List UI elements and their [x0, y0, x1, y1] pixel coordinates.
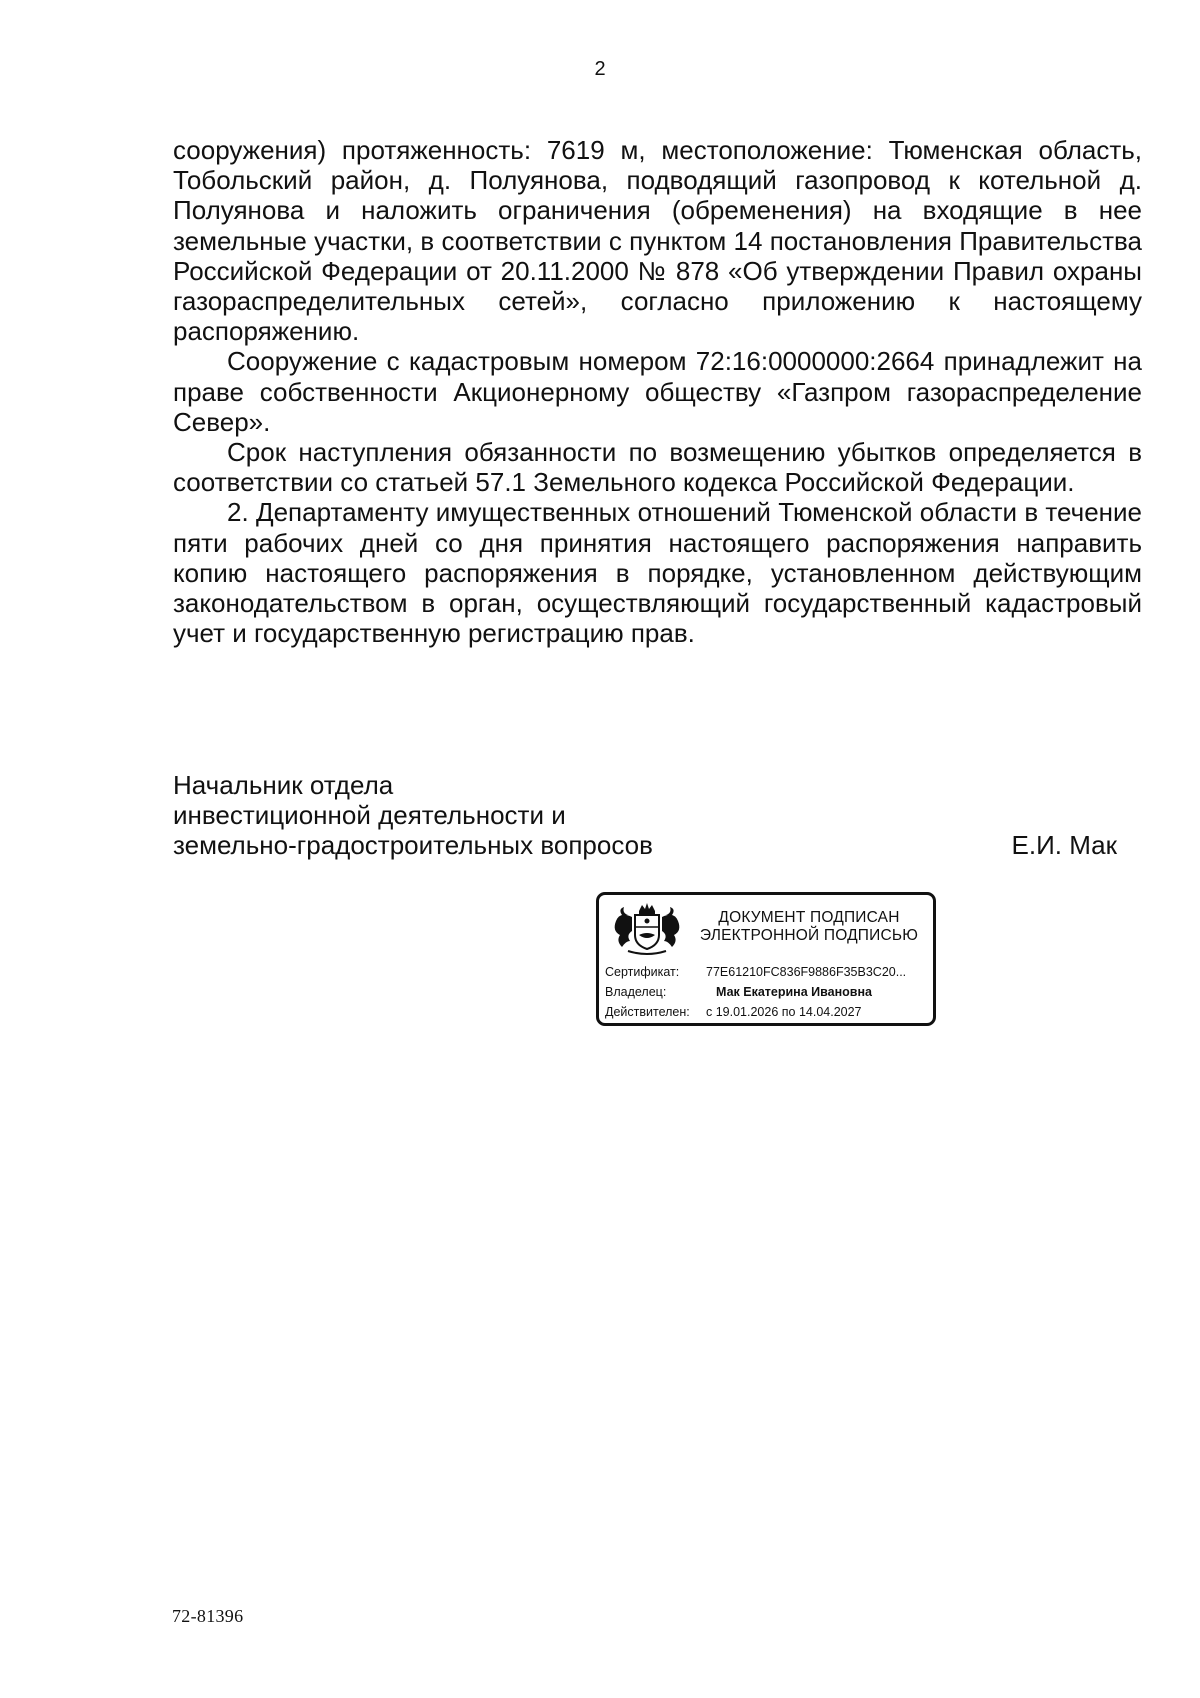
validity-label: Действителен:	[605, 1005, 690, 1019]
stamp-title	[689, 909, 929, 945]
signatory-name: Е.И. Мак	[1011, 830, 1117, 860]
document-number: 72-81396	[172, 1606, 244, 1626]
validity-value: с 19.01.2026 по 14.04.2027	[706, 1005, 862, 1019]
document-body	[173, 135, 1142, 648]
signature-block	[173, 770, 1142, 860]
stamp-certificate-row	[605, 965, 906, 980]
signatory-position-line3: земельно-градостроительных вопросов	[173, 830, 653, 860]
owner-label: Владелец:	[605, 985, 667, 999]
paragraph-continuation: сооружения) протяженность: 7619 м, местоположение: Тюменская область, Тобольский район, д. Полуянова, подводящий газопровод к котельной д. Полуянова и наложить ограничения (обременения) на входящие в нее земельные участки, в соответствии с пунктом 14 постановления Правительства Российской Федерации от 20.11.2000 № 878 «Об утверждении Правил охраны газораспределительных сетей», согласно приложению к настоящему распоряжению.	[173, 135, 1142, 347]
owner-value: Мак Екатерина Ивановна	[716, 985, 872, 999]
paragraph-ownership: Сооружение с кадастровым номером 72:16:0000000:2664 принадлежит на праве собственности Акционерному обществу «Газпром газораспределение Север».	[173, 346, 1142, 437]
stamp-validity-row	[605, 1005, 862, 1020]
paragraph-item-2: 2. Департаменту имущественных отношений Тюменской области в течение пяти рабочих дней со дня принятия настоящего распоряжения направить копию настоящего распоряжения в порядке, установленном действующим законодательством в орган, осуществляющий государственный кадастровый учет и государственную регистрацию прав.	[173, 497, 1142, 649]
certificate-label: Сертификат:	[605, 965, 680, 979]
stamp-owner-row	[605, 985, 872, 1000]
signatory-position-line1: Начальник отдела	[173, 770, 394, 800]
signatory-position-line2: инвестиционной деятельности и	[173, 800, 566, 830]
page-number: 2	[594, 58, 606, 80]
stamp-title-line2: ЭЛЕКТРОННОЙ ПОДПИСЬЮ	[699, 927, 919, 944]
tyumen-coat-of-arms-icon	[608, 901, 686, 957]
certificate-value: 77E61210FC836F9886F35B3C20...	[706, 965, 907, 979]
stamp-title-line1: ДОКУМЕНТ ПОДПИСАН	[718, 909, 900, 926]
electronic-signature-stamp	[596, 892, 936, 1026]
paragraph-compensation: Срок наступления обязанности по возмещению убытков определяется в соответствии со статьей 57.1 Земельного кодекса Российской Федерации.	[173, 437, 1142, 498]
